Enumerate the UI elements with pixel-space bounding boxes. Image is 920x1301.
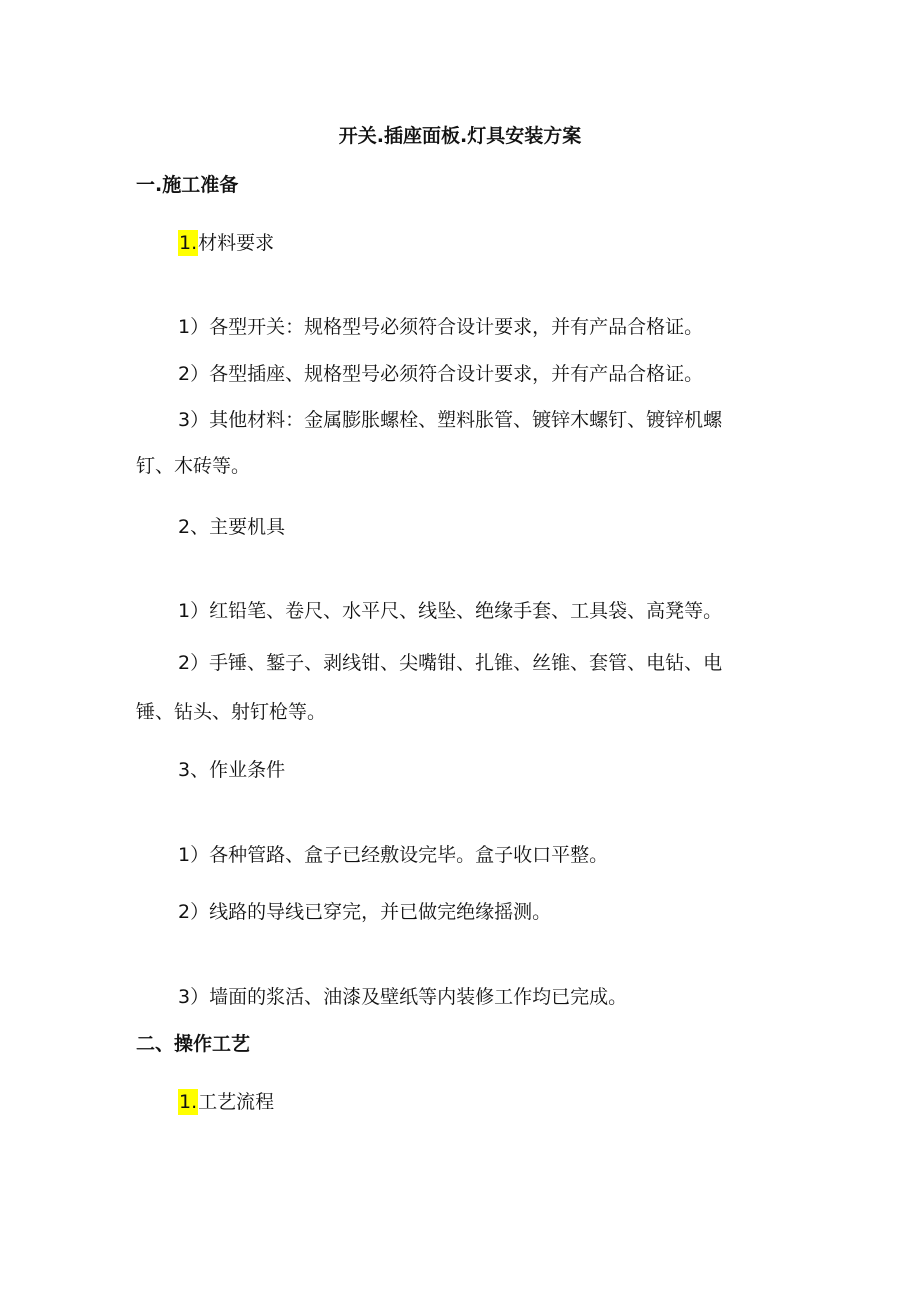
subheading-label: 工艺流程 bbox=[198, 1091, 275, 1113]
subheading-tools: 2、主要机具 bbox=[178, 516, 286, 538]
tools-item-1: 1）红铅笔、卷尺、水平尺、线坠、绝缘手套、工具袋、高凳等。 bbox=[178, 600, 723, 622]
subheading-materials bbox=[178, 230, 274, 256]
conditions-item-3: 3）墙面的浆活、油漆及壁纸等内装修工作均已完成。 bbox=[178, 986, 628, 1008]
document-title: 开关.插座面板.灯具安装方案 bbox=[338, 125, 582, 147]
tools-item-2: 2）手锤、錾子、剥线钳、尖嘴钳、扎锥、丝锥、套管、电钻、电 bbox=[178, 652, 723, 674]
materials-item-3-continued: 钉、木砖等。 bbox=[136, 455, 251, 477]
subheading-conditions: 3、作业条件 bbox=[178, 759, 286, 781]
materials-item-3: 3）其他材料：金属膨胀螺栓、塑料胀管、镀锌木螺钉、镀锌机螺 bbox=[178, 409, 723, 431]
subheading-flow bbox=[178, 1089, 274, 1115]
highlighted-number: 1. bbox=[179, 1091, 198, 1113]
highlighted-number: 1. bbox=[179, 232, 198, 254]
conditions-item-2: 2）线路的导线已穿完，并已做完绝缘摇测。 bbox=[178, 901, 552, 923]
subheading-label: 材料要求 bbox=[198, 232, 275, 254]
materials-item-2: 2）各型插座、规格型号必须符合设计要求，并有产品合格证。 bbox=[178, 363, 704, 385]
tools-item-2-continued: 锤、钻头、射钉枪等。 bbox=[136, 701, 327, 723]
section-heading-preparation: 一.施工准备 bbox=[136, 174, 239, 196]
section-heading-process: 二、操作工艺 bbox=[136, 1033, 251, 1055]
materials-item-1: 1）各型开关：规格型号必须符合设计要求，并有产品合格证。 bbox=[178, 316, 704, 338]
conditions-item-1: 1）各种管路、盒子已经敷设完毕。盒子收口平整。 bbox=[178, 844, 609, 866]
